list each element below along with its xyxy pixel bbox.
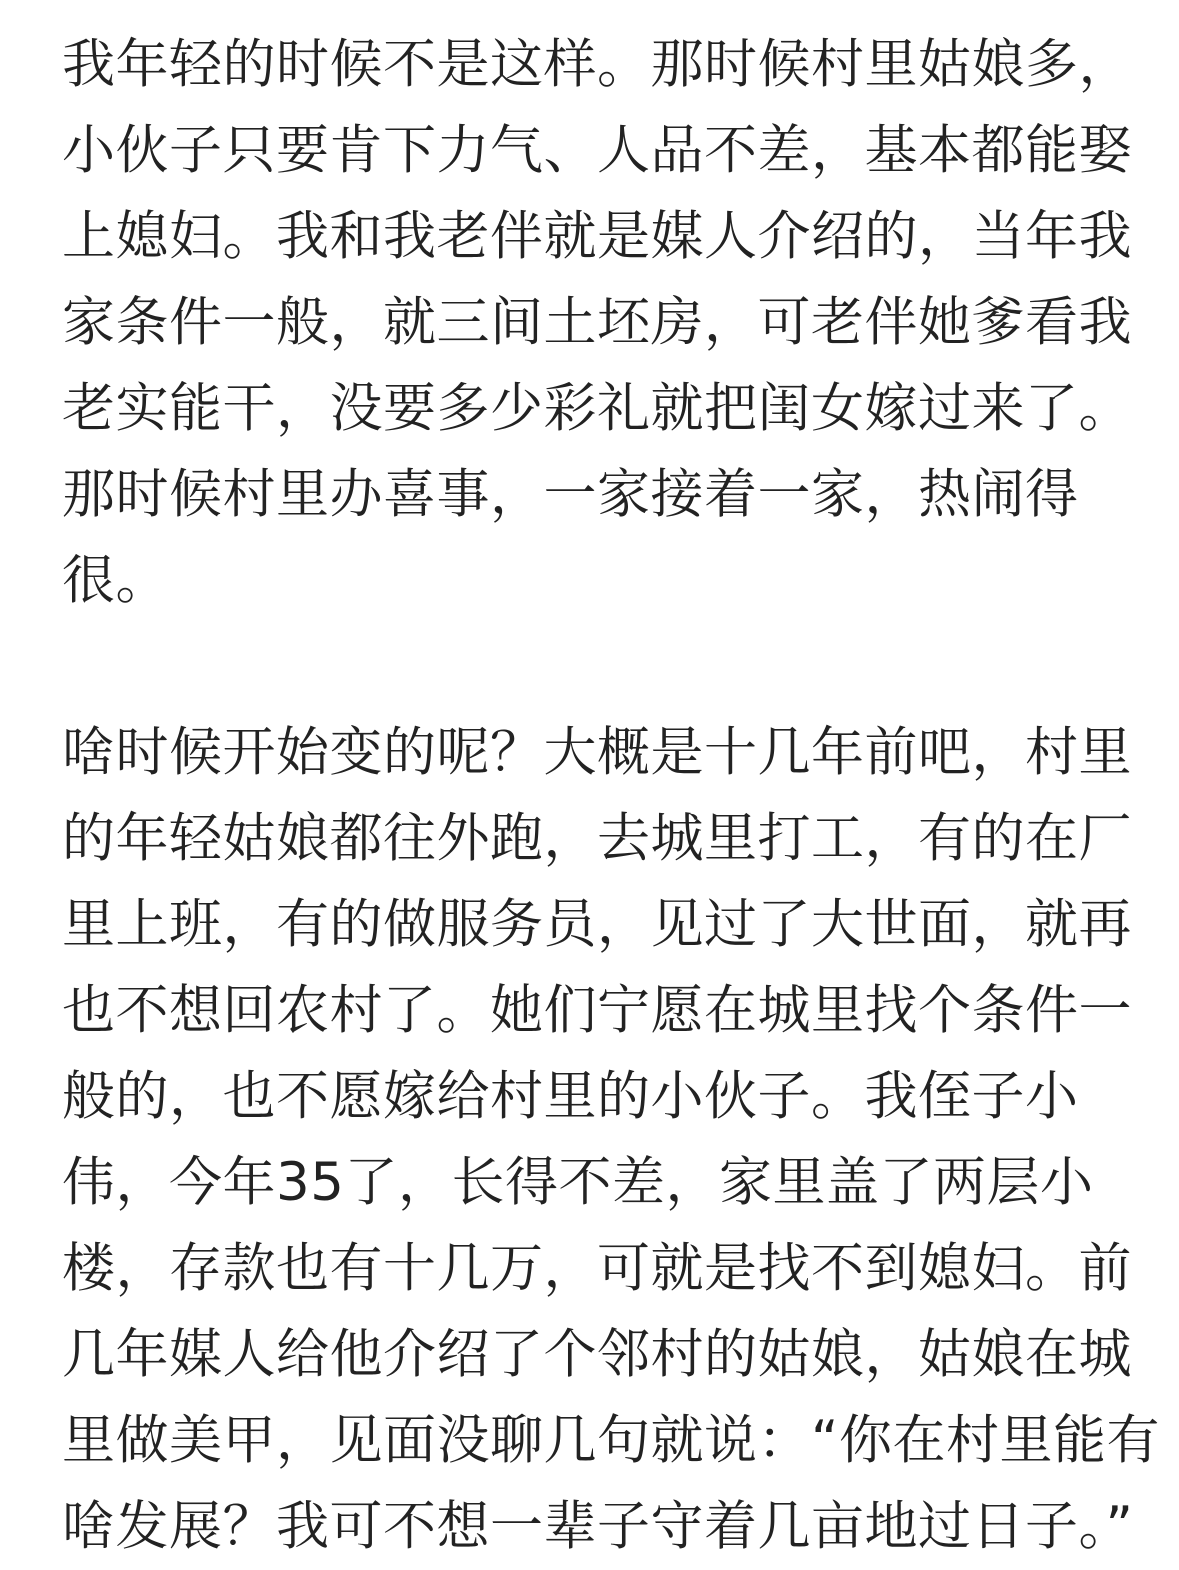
paragraph-line: 里做美甲，见面没聊几句就说：“你在村里能有	[62, 1410, 1160, 1471]
paragraph-gap	[62, 624, 1122, 710]
paragraph-line: 啥发展？我可不想一辈子守着几亩地过日子。”	[62, 1496, 1134, 1557]
paragraph-line: 的年轻姑娘都往外跑，去城里打工，有的在厂	[62, 808, 1132, 869]
paragraph-line: 也不想回农村了。她们宁愿在城里找个条件一	[62, 980, 1132, 1041]
paragraph-line: 那时候村里办喜事，一家接着一家，热闹得	[62, 464, 1079, 525]
paragraph-line: 老实能干，没要多少彩礼就把闺女嫁过来了。	[62, 378, 1132, 439]
paragraph-line: 很。	[62, 550, 169, 611]
paragraph-line: 我年轻的时候不是这样。那时候村里姑娘多，	[62, 34, 1132, 95]
paragraph-line: 啥时候开始变的呢？大概是十几年前吧，村里	[62, 722, 1132, 783]
paragraph-2	[62, 710, 1160, 1570]
paragraph-line: 里上班，有的做服务员，见过了大世面，就再	[62, 894, 1132, 955]
paragraph-1	[62, 22, 1132, 624]
article-body	[62, 0, 1160, 1570]
paragraph-line: 上媳妇。我和我老伴就是媒人介绍的，当年我	[62, 206, 1132, 267]
paragraph-line: 般的，也不愿嫁给村里的小伙子。我侄子小	[62, 1066, 1079, 1127]
paragraph-line: 楼，存款也有十几万，可就是找不到媳妇。前	[62, 1238, 1132, 1299]
paragraph-line: 几年媒人给他介绍了个邻村的姑娘，姑娘在城	[62, 1324, 1132, 1385]
paragraph-line: 小伙子只要肯下力气、人品不差，基本都能娶	[62, 120, 1132, 181]
top-spacer	[62, 0, 1122, 22]
paragraph-line: 家条件一般，就三间土坯房，可老伴她爹看我	[62, 292, 1132, 353]
paragraph-line: 伟，今年35了，长得不差，家里盖了两层小	[62, 1152, 1094, 1213]
